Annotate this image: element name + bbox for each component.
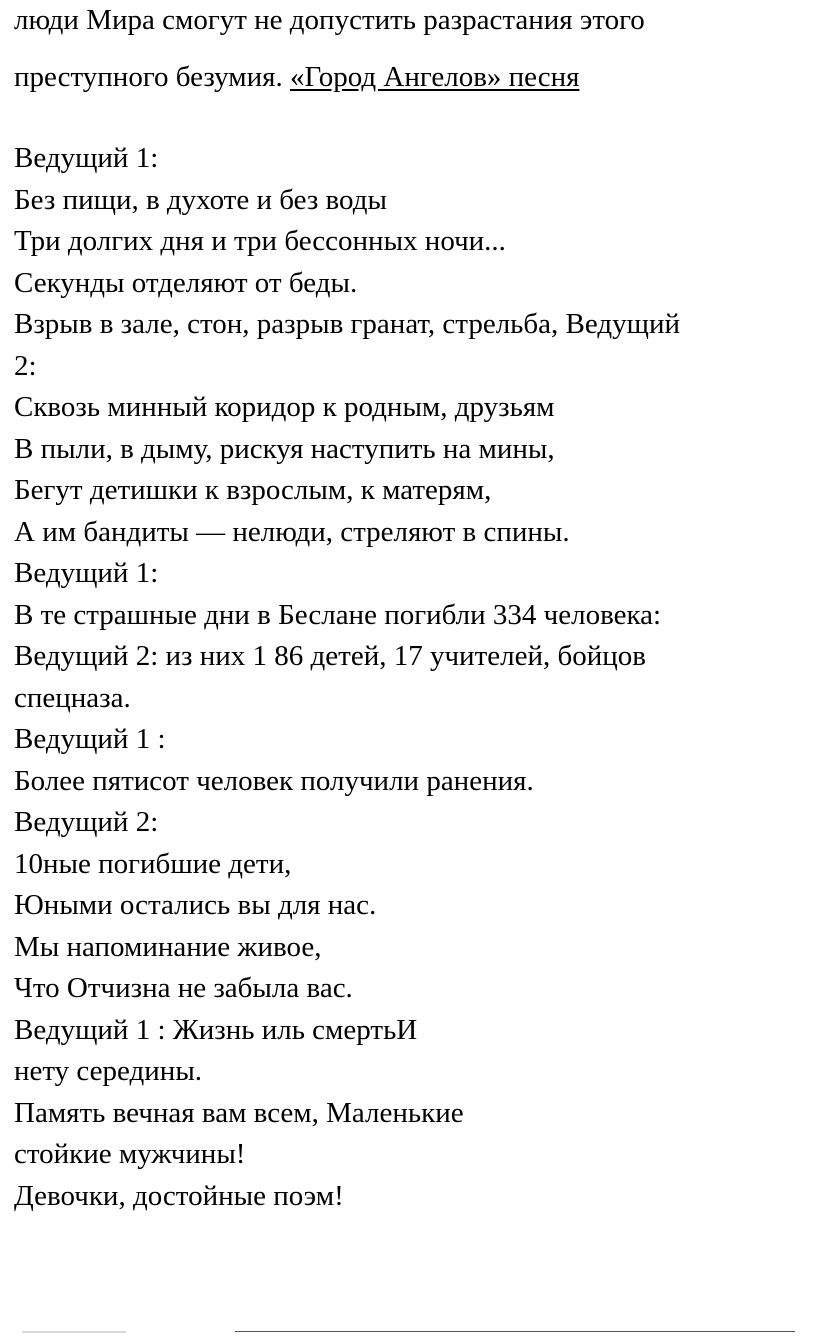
script-line: Ведущий 2:: [14, 806, 159, 838]
script-line: Ведущий 2: из них 1 86 детей, 17 учителей, бойцов: [14, 640, 646, 672]
script-line: Сквозь минный коридор к родным, друзьям: [14, 391, 555, 423]
footer-mark: [22, 1331, 126, 1333]
script-line: Что Отчизна не забыла вас.: [14, 972, 353, 1004]
script-line: Более пятисот человек получили ранения.: [14, 764, 534, 797]
footer-divider: [235, 1331, 795, 1332]
script-line: нету середины.: [14, 1055, 203, 1087]
script-line: В те страшные дни в Беслане погибли 334 человека:: [14, 598, 662, 631]
script-line: Ведущий 1:: [14, 142, 159, 174]
script-text: [14, 138, 680, 1217]
script-line: 2:: [14, 349, 37, 382]
song-title: «Город Ангелов» песня: [290, 61, 580, 93]
script-line: стойкие мужчины!: [14, 1138, 246, 1170]
script-line: Взрыв в зале, стон, разрыв гранат, стрельба, Ведущий: [14, 308, 680, 340]
intro-line-1: люди Мира смогут не допустить разрастания этого: [14, 4, 645, 36]
script-line: Юными остались вы для нас.: [14, 889, 377, 921]
script-line: Ведущий 1 : Жизнь иль смертьИ: [14, 1013, 418, 1046]
script-line: Без пищи, в духоте и без воды: [14, 183, 387, 216]
intro-line-2: [14, 63, 580, 92]
script-line: Память вечная вам всем, Маленькие: [14, 1096, 464, 1129]
script-line: Ведущий 1:: [14, 557, 159, 589]
script-line: Девочки, достойные поэм!: [14, 1179, 344, 1212]
script-line: 10ные погибшие дети,: [14, 847, 292, 880]
script-line: Мы напоминание живое,: [14, 930, 322, 963]
script-line: Ведущий 1 :: [14, 723, 166, 755]
intro-line-2-text: преступного безумия.: [14, 61, 291, 93]
script-line: Секунды отделяют от беды.: [14, 266, 358, 299]
script-line: В пыли, в дыму, рискуя наступить на мины,: [14, 432, 555, 465]
script-line: Бегут детишки к взрослым, к матерям,: [14, 474, 492, 506]
script-line: А им бандиты — нелюди, стреляют в спины.: [14, 515, 570, 548]
script-line: спецназа.: [14, 681, 131, 714]
script-line: Три долгих дня и три бессонных ночи...: [14, 225, 506, 257]
